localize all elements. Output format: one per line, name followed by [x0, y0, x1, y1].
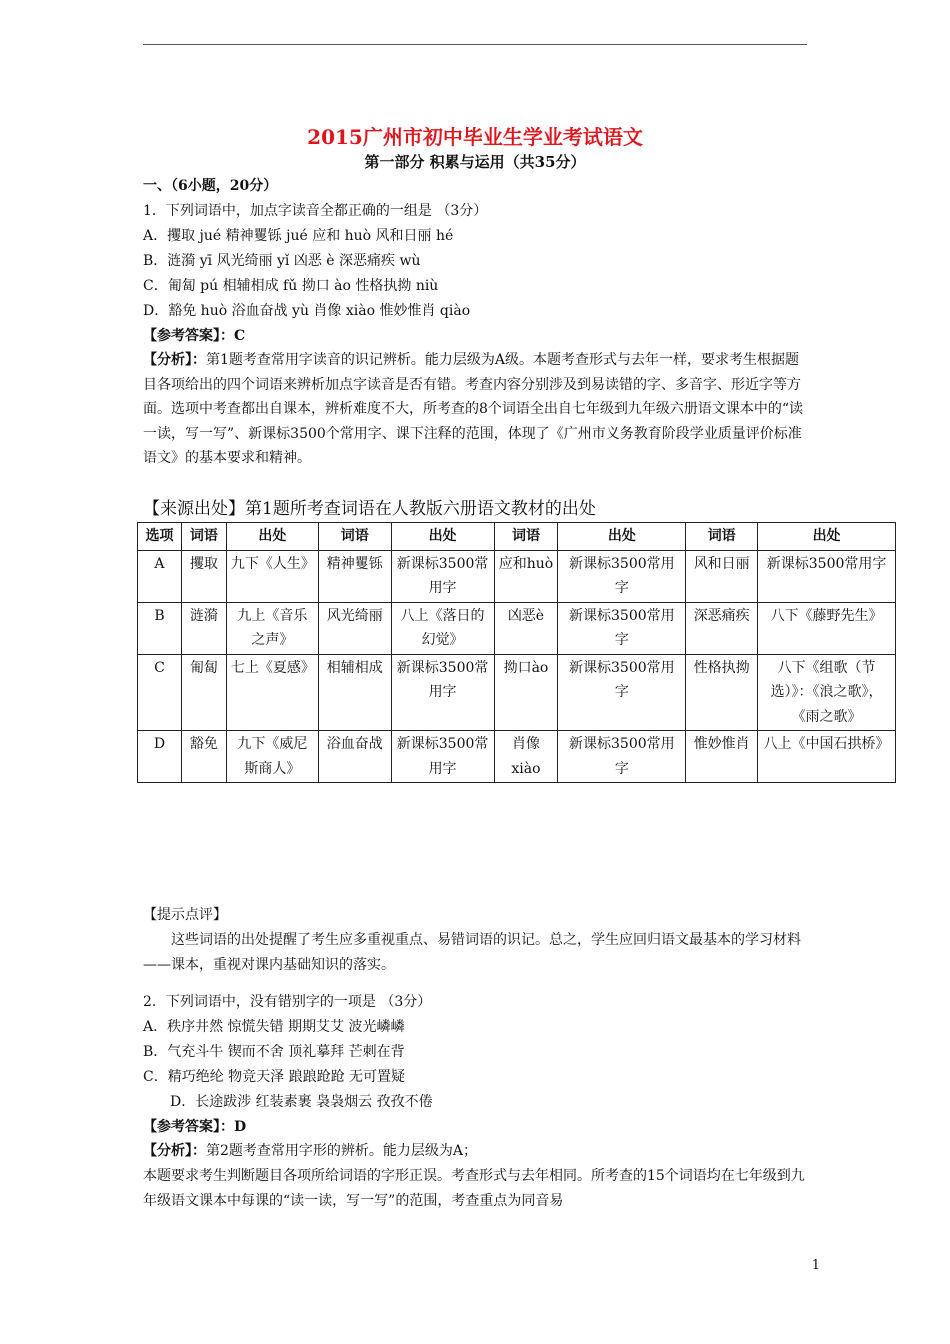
table-row	[138, 550, 896, 602]
q1-answer	[143, 324, 245, 348]
q1-option-b: B．涟漪 yī 风光绮丽 yǐ 凶恶 è 深恶痛疾 wù	[143, 253, 421, 269]
part-subtitle: 第一部分 积累与运用（共35分）	[364, 153, 586, 171]
page-number: 1	[811, 1258, 820, 1273]
th-word: 词语	[318, 523, 391, 551]
th-word: 词语	[686, 523, 758, 551]
q1-option-d: D．豁免 huò 浴血奋战 yù 肖像 xiào 惟妙惟肖 qiào	[143, 303, 471, 319]
table-cell: 九下《威尼斯商人》	[226, 731, 318, 783]
source-table	[137, 522, 896, 783]
table-cell: 涟漪	[181, 602, 226, 654]
table-cell: 新课标3500常用字	[391, 731, 494, 783]
th-option: 选项	[138, 523, 182, 551]
table-cell: 性格执拗	[686, 654, 758, 731]
table-cell: 风光绮丽	[318, 602, 391, 654]
table-cell: 相辅相成	[318, 654, 391, 731]
table-cell: 深恶痛疾	[686, 602, 758, 654]
q2-answer-label: 【参考答案】：	[143, 1119, 234, 1135]
q2-analysis-first	[143, 1139, 477, 1163]
table-cell: 拗口ào	[494, 654, 558, 731]
table-cell: 八上《落日的幻觉》	[391, 602, 494, 654]
q2-analysis-label: 【分析】：	[143, 1143, 206, 1159]
table-cell: 八下《组歌（节选）》：《浪之歌》，《雨之歌》	[758, 654, 896, 731]
table-header-row	[138, 523, 896, 551]
table-cell: 九下《人生》	[226, 550, 318, 602]
table-cell: 惟妙惟肖	[686, 731, 758, 783]
table-cell: 新课标3500常用字	[558, 731, 686, 783]
th-word: 词语	[181, 523, 226, 551]
table-cell: 风和日丽	[686, 550, 758, 602]
th-source: 出处	[558, 523, 686, 551]
q1-analysis-text: 第1题考查常用字读音的识记辨析。能力层级为A级。本题考查形式与去年一样，要求考生根据题目各项给出的四个词语来辨析加点字读音是否有错。考查内容分别涉及到易读错的字、多音字、形近字等方面。选项中考查都出自课本，辨析难度不大，所考查的8个词语全出自七年级到九年级六册语文课本中的“读一读，写一写”、新课标3500个常用字、课下注释的范围，体现了《广州市义务教育阶段学业质量评价标准语文》的基本要求和精神。	[143, 352, 804, 467]
q2-answer-value: D	[234, 1119, 247, 1135]
table-cell: 新课标3500常用字	[558, 550, 686, 602]
q1-answer-label: 【参考答案】：	[143, 328, 234, 344]
table-cell: 新课标3500常用字	[391, 550, 494, 602]
table-row	[138, 731, 896, 783]
th-source: 出处	[226, 523, 318, 551]
th-source: 出处	[758, 523, 896, 551]
table-cell: 新课标3500常用字	[758, 550, 896, 602]
table-cell: 匍匐	[181, 654, 226, 731]
q2-option-d: D．长途跋涉 红装素裹 袅袅烟云 孜孜不倦	[170, 1094, 433, 1110]
table-cell: 应和huò	[494, 550, 558, 602]
tips-label: 【提示点评】	[143, 907, 227, 923]
q1-analysis	[143, 348, 808, 471]
table-cell: 凶恶è	[494, 602, 558, 654]
section-heading: 一、（6小题，20分）	[143, 178, 278, 194]
q2-option-a: A．秩序井然 惊慌失错 期期艾艾 波光嶙嶙	[143, 1019, 405, 1035]
table-cell: 浴血奋战	[318, 731, 391, 783]
q2-option-b: B．气充斗牛 锲而不舍 顶礼摹拜 芒刺在背	[143, 1044, 405, 1060]
table-cell: A	[138, 550, 182, 602]
table-cell: 新课标3500常用字	[558, 602, 686, 654]
q2-analysis-body: 本题要求考生判断题目各项所给词语的字形正误。考查形式与去年相同。所考查的15个词语均在七年级到九年级语文课本中每课的“读一读，写一写”的范围，考查重点为同音易	[143, 1168, 805, 1209]
table-cell: D	[138, 731, 182, 783]
q1-source-title: 【来源出处】第1题所考查词语在人教版六册语文教材的出处	[143, 499, 596, 519]
q2-stem: 2．下列词语中，没有错别字的一项是 （3分）	[143, 994, 432, 1010]
table-cell: 攫取	[181, 550, 226, 602]
table-cell: 七上《夏感》	[226, 654, 318, 731]
table-cell: 八下《藤野先生》	[758, 602, 896, 654]
table-cell: 精神矍铄	[318, 550, 391, 602]
th-word: 词语	[494, 523, 558, 551]
table-cell: C	[138, 654, 182, 731]
q1-answer-value: C	[234, 328, 246, 344]
th-source: 出处	[391, 523, 494, 551]
q2-analysis-line1: 第2题考查常用字形的辨析。能力层级为A；	[206, 1143, 478, 1159]
table-cell: B	[138, 602, 182, 654]
q1-option-c: C．匍匐 pú 相辅相成 fǔ 拗口 ào 性格执拗 niù	[143, 278, 439, 294]
table-row	[138, 654, 896, 731]
tips-text: 这些词语的出处提醒了考生应多重视重点、易错词语的识记。总之，学生应回归语文最基本的学习材料——课本，重视对课内基础知识的落实。	[143, 932, 801, 973]
table-cell: 九上《音乐之声》	[226, 602, 318, 654]
table-cell: 八上《中国石拱桥》	[758, 731, 896, 783]
q1-analysis-label: 【分析】：	[143, 352, 206, 368]
q2-answer	[143, 1115, 246, 1139]
q1-option-a: A．攫取 jué 精神矍铄 jué 应和 huò 风和日丽 hé	[143, 228, 454, 244]
exam-title: 2015广州市初中毕业生学业考试语文	[307, 125, 643, 149]
table-row	[138, 602, 896, 654]
header-rule	[143, 44, 807, 45]
table-cell: 新课标3500常用字	[391, 654, 494, 731]
table-cell: 肖像xiào	[494, 731, 558, 783]
table-cell: 豁免	[181, 731, 226, 783]
q2-option-c: C．精巧绝纶 物竞天泽 踉踉跄跄 无可置疑	[143, 1069, 406, 1085]
q1-stem: 1．下列词语中，加点字读音全都正确的一组是 （3分）	[143, 203, 488, 219]
table-cell: 新课标3500常用字	[558, 654, 686, 731]
